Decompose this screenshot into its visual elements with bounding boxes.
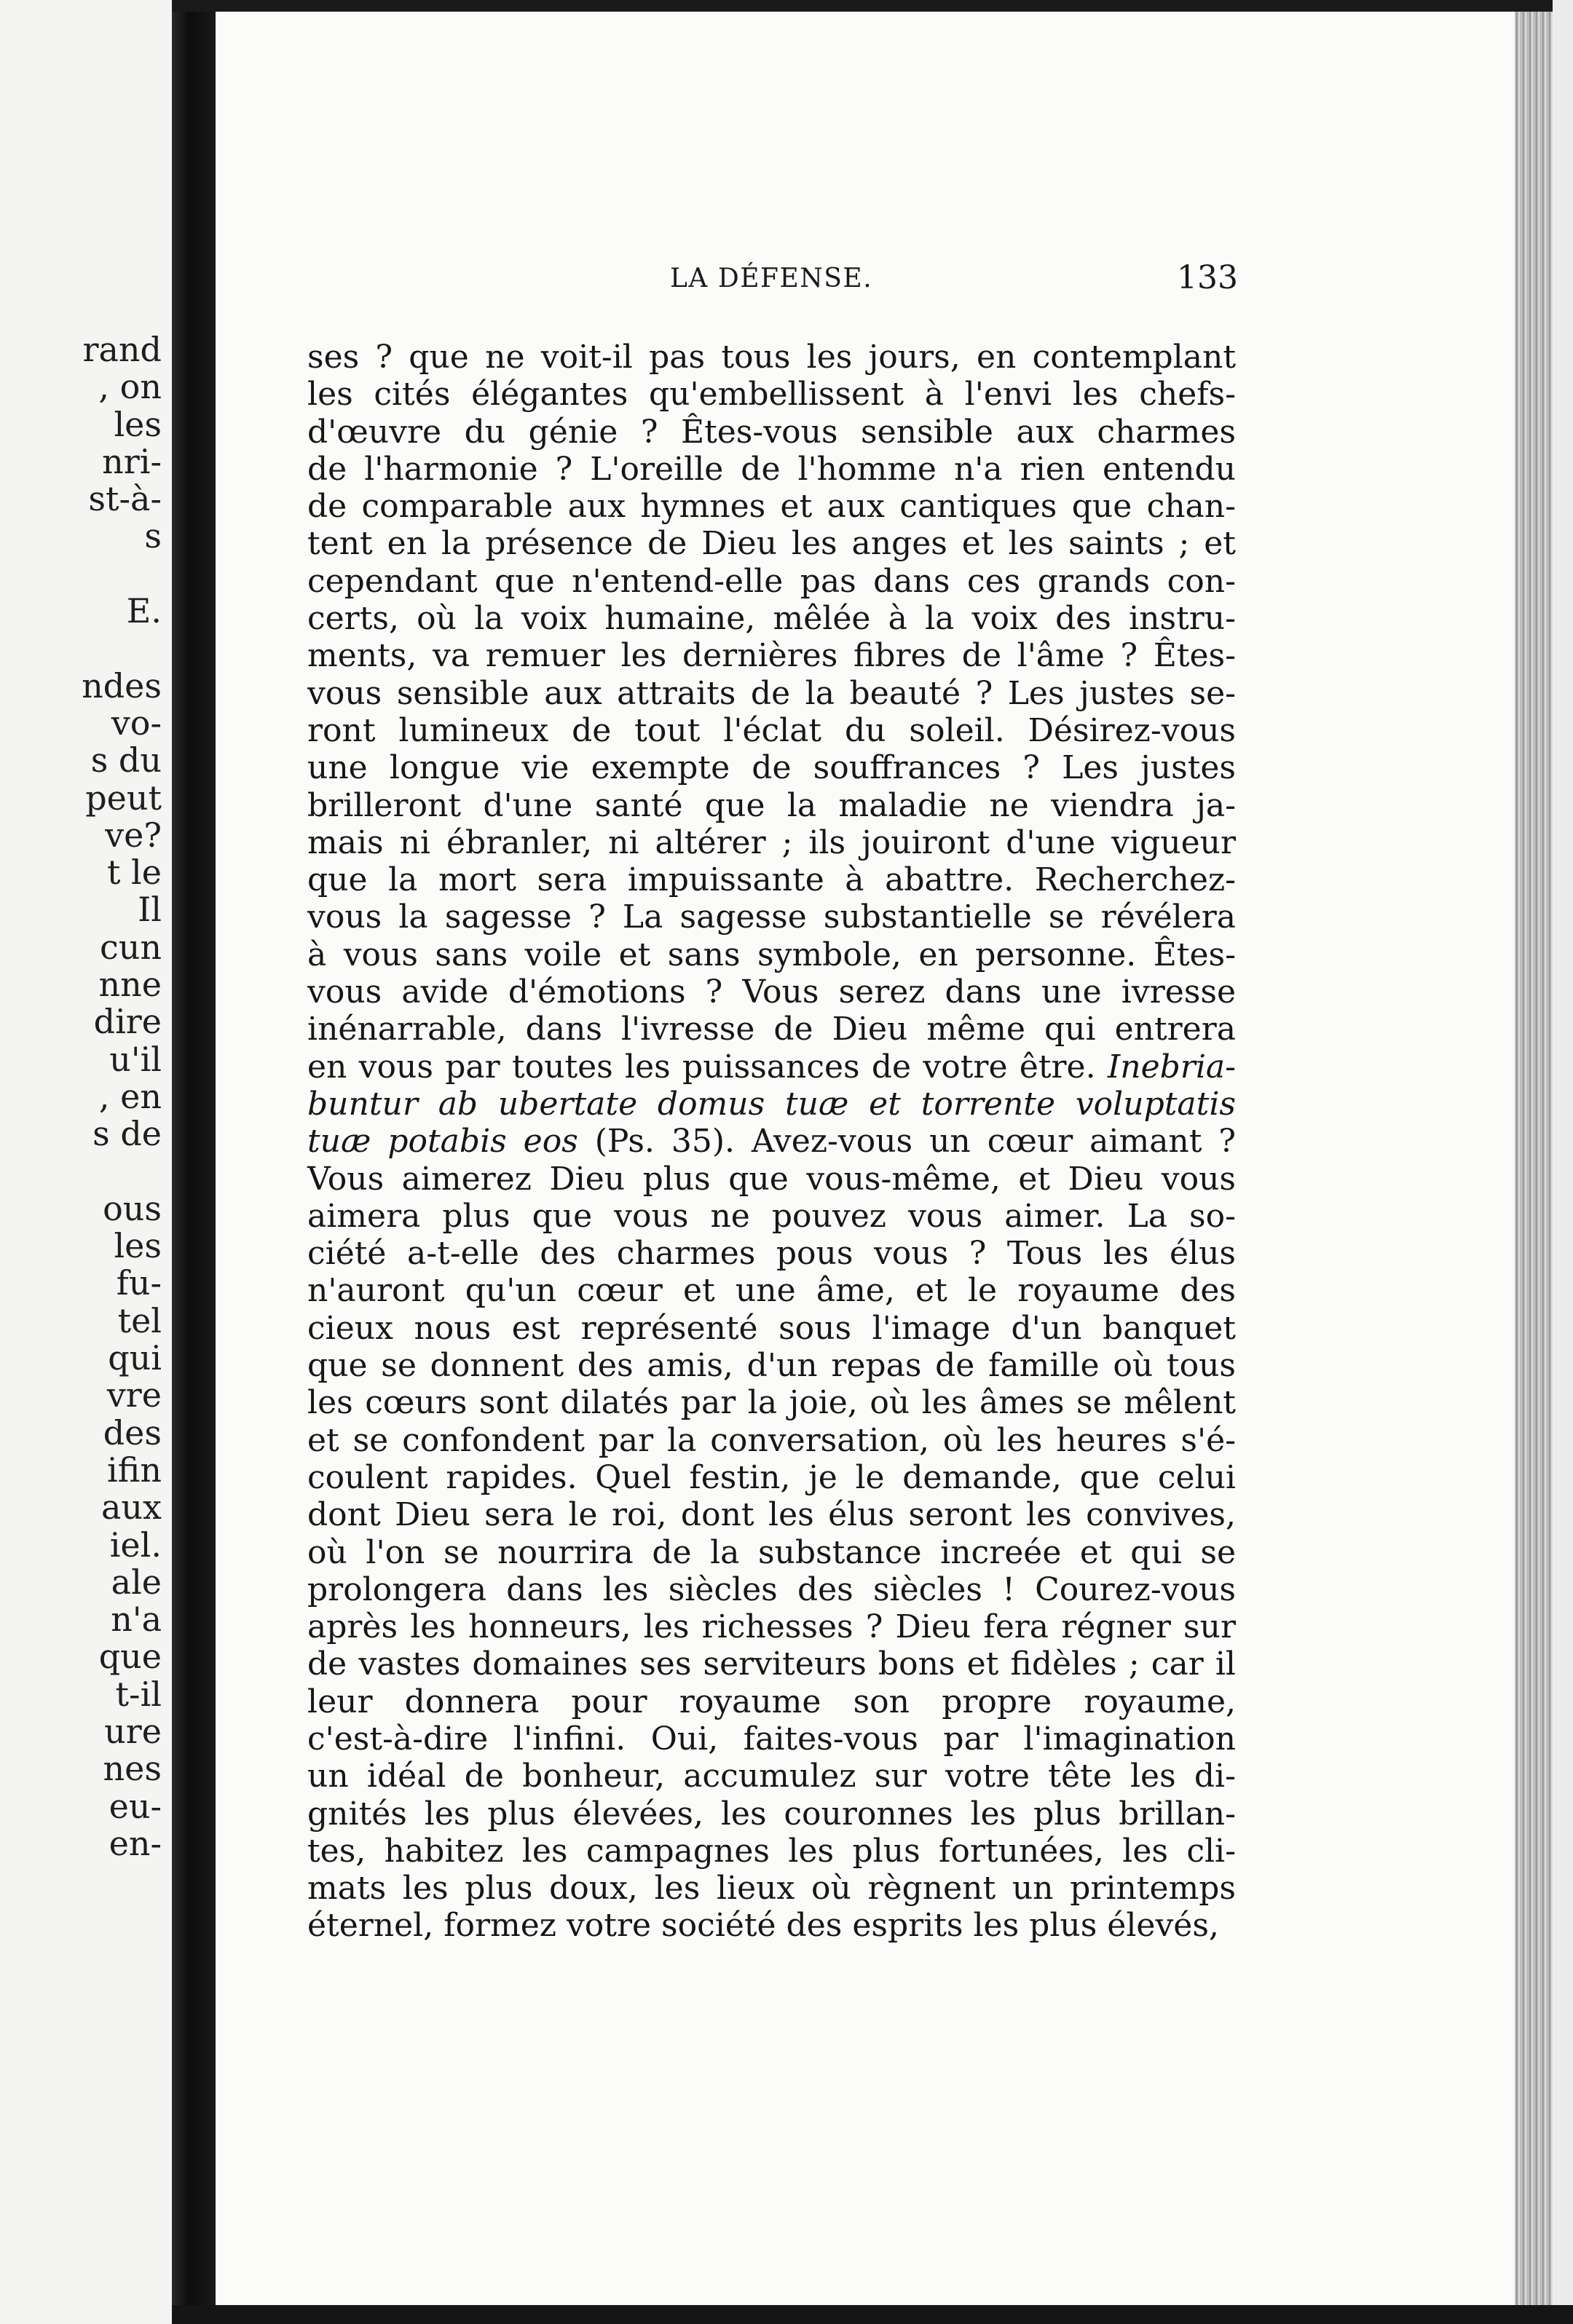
left-page-fragment: ve? [105,815,162,855]
latin-quote: tuæ potabis eos [307,1123,578,1161]
text-line: éternel, formez votre société des esprits les plus élevés, [307,1907,1219,1945]
bottom-edge [172,2305,1573,2324]
text-line: n'auront qu'un cœur et une âme, et le royaume des [307,1272,1236,1310]
left-page-fragment: fu- [116,1263,162,1303]
left-page-fragment: u'il [109,1039,162,1079]
text-line: de vastes domaines ses serviteurs bons et fidèles ; car il [307,1645,1236,1683]
left-page-fragment: s de [92,1114,162,1154]
text-line: leur donnera pour royaume son propre royaume, [307,1683,1236,1720]
text-line: tes, habitez les campagnes les plus fortunées, les cli- [307,1832,1236,1870]
left-page-fragment: que [98,1637,162,1677]
left-page-fragment: rand [82,330,162,369]
page-edges [1515,12,1553,2305]
text-line: un idéal de bonheur, accumulez sur votre tête les di- [307,1758,1236,1795]
text-line: après les honneurs, les richesses ? Dieu fera régner sur [307,1608,1236,1646]
left-page-fragment: nne [98,965,162,1005]
text-line: ses ? que ne voit-il pas tous les jours, en contemplant [307,339,1236,376]
body-text [307,339,1236,1945]
text-line: de l'harmonie ? L'oreille de l'homme n'a rien entendu [307,450,1236,488]
text-line: vous sensible aux attraits de la beauté ? Les justes se- [307,674,1236,712]
text-line: les cœurs sont dilatés par la joie, où les âmes se mêlent [307,1384,1236,1422]
text-line [307,1048,1236,1086]
text-line: aimera plus que vous ne pouvez vous aimer. La so- [307,1197,1236,1235]
text-line: que se donnent des amis, d'un repas de famille où tous [307,1347,1236,1385]
latin-quote: Inebria- [1107,1048,1236,1086]
text-line: prolongera dans les siècles des siècles ! Courez-vous [307,1570,1236,1608]
text-line: c'est-à-dire l'infini. Oui, faites-vous par l'imagination [307,1720,1236,1758]
text-line: ront lumineux de tout l'éclat du soleil. Désirez-vous [307,711,1236,749]
left-page-fragment: s du [90,740,162,780]
text-line: une longue vie exempte de souffrances ? Les justes [307,749,1236,787]
text-span: (Ps. 35). Avez-vous un cœur aimant ? [577,1123,1236,1161]
left-page-fragment [82,1153,162,1190]
running-head: LA DÉFENSE. [670,264,873,293]
left-page-fragment: ous [103,1188,162,1228]
left-page-fragment: nri- [102,441,162,481]
left-page [0,0,172,2324]
text-line: cependant que n'entend-elle pas dans ces grands con- [307,562,1236,600]
text-line: mais ni ébranler, ni altérer ; ils jouiront d'une vigueur [307,823,1236,861]
left-page-fragment: E. [126,591,162,631]
text-line: cieux nous est représenté sous l'image d'un banquet [307,1309,1236,1347]
left-page-fragment: ale [111,1562,162,1602]
page-number: 133 [1177,259,1238,296]
left-page-fragment: tel [117,1300,162,1340]
left-page-fragment: aux [101,1487,162,1527]
left-page-fragment [82,630,162,667]
left-page-fragment: dire [93,1002,162,1042]
left-page-fragment: , en [98,1076,162,1116]
text-line: et se confondent par la conversation, où les heures s'é- [307,1421,1236,1459]
text-line: où l'on se nourrira de la substance increée et qui se [307,1533,1236,1571]
text-line: mats les plus doux, les lieux où règnent un printemps [307,1870,1236,1908]
text-line: de comparable aux hymnes et aux cantiques que chan- [307,488,1236,526]
text-line: ciété a-t-elle des charmes pous vous ? Tous les élus [307,1235,1236,1273]
text-line: vous la sagesse ? La sagesse substantielle se révélera [307,898,1236,936]
left-page-fragment: qui [108,1338,162,1378]
page-header [306,256,1238,307]
top-edge [172,0,1573,12]
text-line: que la mort sera impuissante à abattre. Recherchez- [307,861,1236,899]
left-page-fragment: t le [106,853,162,893]
left-page-fragment: les [114,1226,162,1266]
left-page-fragment: eu- [109,1786,162,1826]
left-page-fragment: Il [138,890,162,930]
left-page-fragment: iel. [109,1525,162,1565]
text-line: vous avide d'émotions ? Vous serez dans une ivresse [307,973,1236,1011]
left-page-fragment: des [103,1412,162,1452]
text-line: Vous aimerez Dieu plus que vous-même, et Dieu vous [307,1160,1236,1198]
left-page-fragment: nes [103,1749,162,1789]
left-page-fragment: les [114,404,162,444]
text-line: gnités les plus élevées, les couronnes les plus brillan- [307,1795,1236,1833]
left-page-fragment: en- [109,1823,162,1863]
left-page-fragment: st-à- [88,479,162,519]
text-line: certs, où la voix humaine, mêlée à la voix des instru- [307,600,1236,638]
text-line: tent en la présence de Dieu les anges et les saints ; et [307,525,1236,563]
text-line: coulent rapides. Quel festin, je le demande, que celui [307,1458,1236,1496]
left-page-fragment: ifin [106,1450,162,1490]
left-page-fragment: t-il [115,1674,162,1714]
left-page-text [82,331,162,1862]
left-page-fragment: s [144,516,162,556]
text-line: inénarrable, dans l'ivresse de Dieu même qui entrera [307,1011,1236,1048]
left-page-fragment: cun [99,927,162,967]
page-gutter [172,0,216,2324]
text-line: dont Dieu sera le roi, dont les élus seront les convives, [307,1496,1236,1534]
left-page-fragment: ure [104,1711,162,1751]
text-line: d'œuvre du génie ? Êtes-vous sensible aux charmes [307,413,1236,451]
left-page-fragment: ndes [82,665,162,706]
left-page-fragment [82,556,162,593]
text-line: ments, va remuer les dernières fibres de l'âme ? Êtes- [307,637,1236,675]
left-page-fragment: n'a [111,1600,162,1640]
right-margin [1553,0,1573,2324]
text-line: les cités élégantes qu'embellissent à l'envi les chefs- [307,376,1236,414]
text-span: en vous par toutes les puissances de votre être. [307,1048,1108,1086]
left-page-fragment: vo- [111,703,162,743]
left-page-fragment: , on [98,367,162,407]
text-line [307,1123,1236,1160]
text-line: brilleront d'une santé que la maladie ne viendra ja- [307,786,1236,824]
left-page-fragment: vre [106,1375,162,1415]
text-line: à vous sans voile et sans symbole, en personne. Êtes- [307,936,1236,973]
latin-quote: buntur ab ubertate domus tuæ et torrente voluptatis [307,1085,1236,1123]
left-page-fragment: peut [85,778,162,818]
